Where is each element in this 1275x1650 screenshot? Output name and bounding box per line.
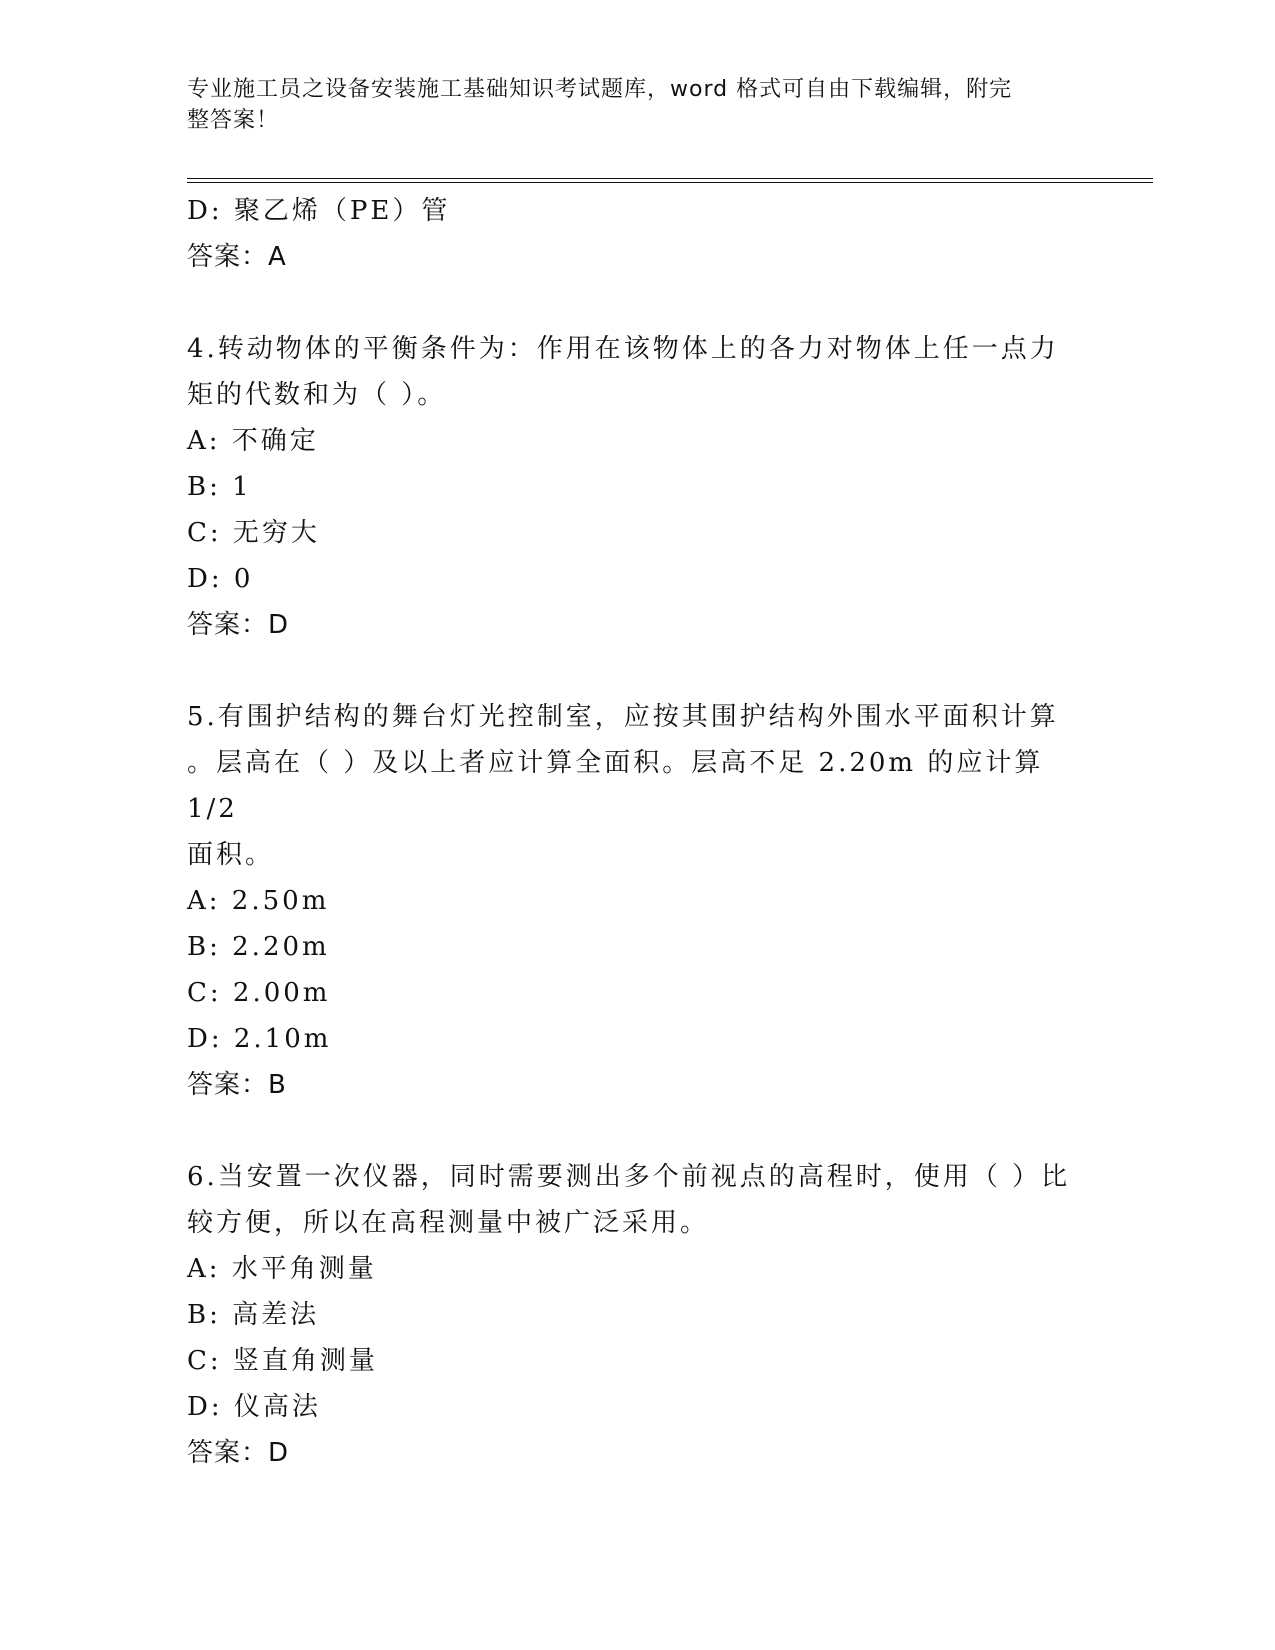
question-text-line: 4.转动物体的平衡条件为：作用在该物体上的各力对物体上任一点力 [187, 334, 1059, 364]
option-a: A: 2.50m [187, 886, 330, 916]
header-divider [187, 178, 1153, 183]
answer-line: 答案：D [187, 1438, 290, 1468]
option-c: C: 竖直角测量 [187, 1346, 378, 1376]
question-text-line: 。层高在（ ）及以上者应计算全面积。层高不足 2.20m 的应计算 1/2 [187, 748, 1044, 824]
question-4 [187, 326, 1087, 648]
answer-line: 答案：B [187, 1070, 287, 1100]
question-text-line: 5.有围护结构的舞台灯光控制室，应按其围护结构外围水平面积计算 [187, 702, 1059, 732]
option-c: C: 2.00m [187, 978, 331, 1008]
question-3-tail [187, 188, 1087, 280]
question-text-line: 较方便，所以在高程测量中被广泛采用。 [187, 1208, 710, 1238]
question-list [187, 188, 1087, 1476]
question-text-line: 6.当安置一次仪器，同时需要测出多个前视点的高程时，使用（ ）比 [187, 1162, 1071, 1192]
answer-line: 答案：A [187, 242, 287, 272]
question-text-line: 矩的代数和为（ ）。 [187, 380, 447, 410]
option-d: D: 0 [187, 564, 254, 594]
document-header [187, 74, 1067, 136]
question-text-line: 面积。 [187, 840, 275, 870]
option-b: B: 高差法 [187, 1300, 320, 1330]
question-6 [187, 1154, 1087, 1476]
option-a: A: 水平角测量 [187, 1254, 377, 1284]
question-5 [187, 694, 1087, 1108]
option-d: D: 聚乙烯（PE）管 [187, 196, 451, 226]
option-a: A: 不确定 [187, 426, 319, 456]
option-b: B: 2.20m [187, 932, 330, 962]
option-d: D: 仪高法 [187, 1392, 321, 1422]
option-d: D: 2.10m [187, 1024, 332, 1054]
answer-line: 答案：D [187, 610, 290, 640]
header-line-2: 整答案！ [187, 108, 280, 133]
header-line-1: 专业施工员之设备安装施工基础知识考试题库，word 格式可自由下载编辑，附完 [187, 77, 1013, 102]
option-c: C: 无穷大 [187, 518, 320, 548]
option-b: B: 1 [187, 472, 252, 502]
